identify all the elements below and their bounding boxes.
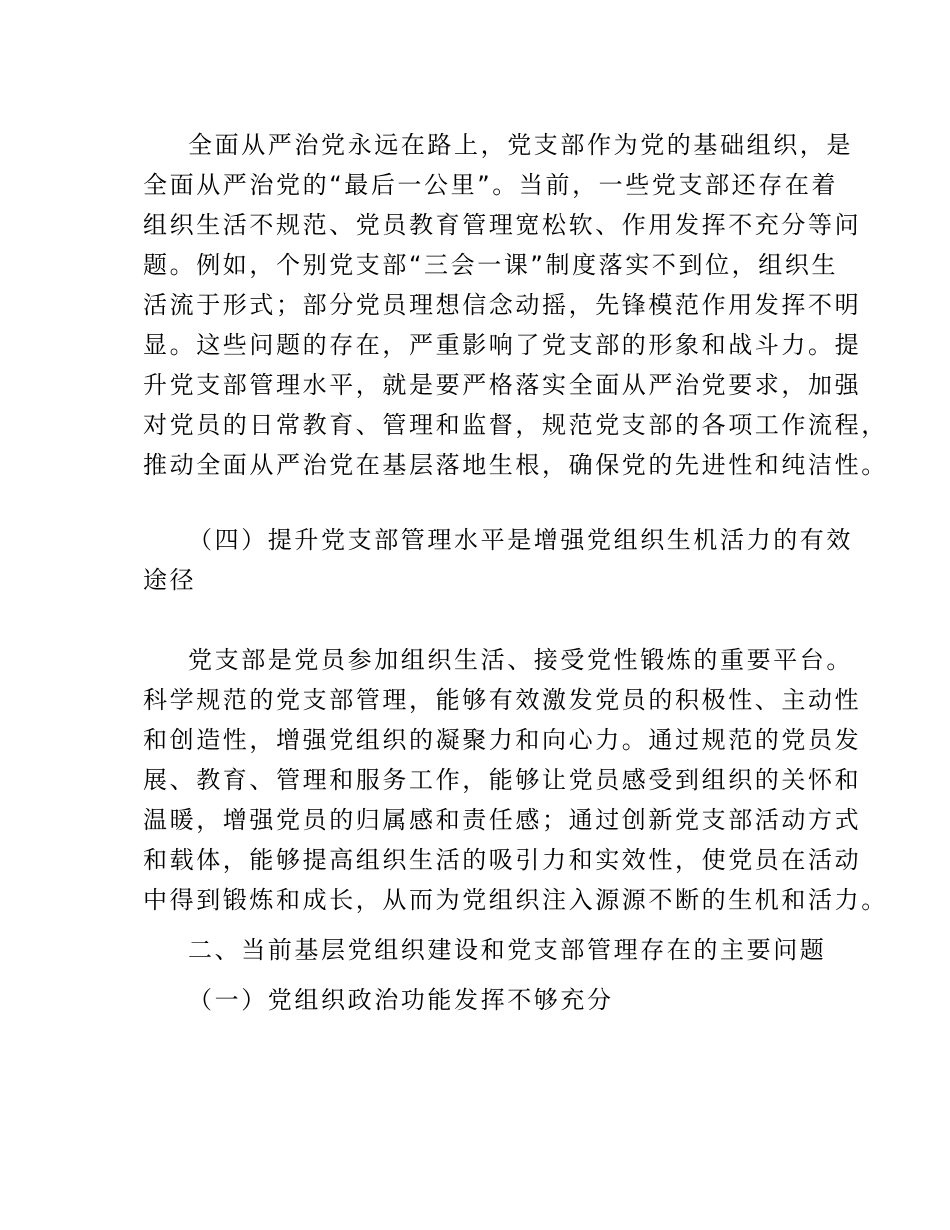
section-2-title: 二、当前基层党组织建设和党支部管理存在的主要问题 [188, 936, 827, 964]
text-line: 展、教育、管理和服务工作，能够让党员感受到组织的关怀和 [143, 766, 862, 794]
text-line: 中得到锻炼和成长，从而为党组织注入源源不断的生机和活力。 [143, 886, 888, 914]
heading-line: 途径 [143, 566, 197, 594]
text-line: 题。例如，个别党支部“三会一课”制度落实不到位，组织生 [143, 251, 839, 279]
text-line: 活流于形式；部分党员理想信念动摇，先锋模范作用发挥不明 [143, 291, 862, 319]
text-line: 显。这些问题的存在，严重影响了党支部的形象和战斗力。提 [143, 331, 862, 359]
text-line: 推动全面从严治党在基层落地生根，确保党的先进性和纯洁性。 [143, 451, 888, 479]
text-line: 组织生活不规范、党员教育管理宽松软、作用发挥不充分等问 [143, 211, 862, 239]
heading-line: （四）提升党支部管理水平是增强党组织生机活力的有效 [188, 526, 853, 554]
text-line: 对党员的日常教育、管理和监督，规范党支部的各项工作流程， [143, 411, 888, 439]
text-line: 和载体，能够提高组织生活的吸引力和实效性，使党员在活动 [143, 846, 862, 874]
subsection-1-title: （一）党组织政治功能发挥不够充分 [188, 986, 614, 1014]
text-line: 科学规范的党支部管理，能够有效激发党员的积极性、主动性 [143, 686, 862, 714]
text-line: 温暖，增强党员的归属感和责任感；通过创新党支部活动方式 [143, 806, 862, 834]
text-line: 升党支部管理水平，就是要严格落实全面从严治党要求，加强 [143, 371, 862, 399]
text-line: 和创造性，增强党组织的凝聚力和向心力。通过规范的党员发 [143, 726, 862, 754]
text-line: 全面从严治党永远在路上，党支部作为党的基础组织，是 [188, 131, 853, 159]
text-line: 全面从严治党的“最后一公里”。当前，一些党支部还存在着 [143, 171, 839, 199]
text-line: 党支部是党员参加组织生活、接受党性锻炼的重要平台。 [188, 646, 853, 674]
